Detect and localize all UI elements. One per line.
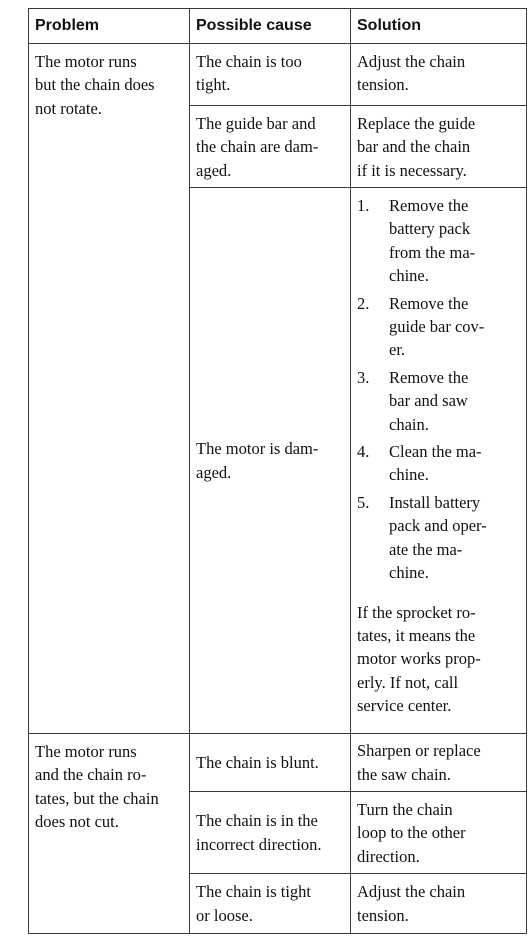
problem-line: The motor runs (35, 52, 137, 71)
step-line: from the ma- (389, 242, 476, 262)
solution-line: the saw chain. (357, 764, 451, 784)
step-line: Remove the (389, 367, 469, 387)
problem-line: does not cut. (35, 812, 119, 832)
problem-line: and the chain ro- (35, 765, 147, 785)
cause-line: aged. (196, 462, 232, 482)
step-number: 2. (357, 293, 370, 313)
step-line: pack and oper- (389, 516, 487, 536)
note-line: tates, it means the (357, 625, 476, 645)
solution-line: Adjust the chain (357, 882, 466, 902)
problem-line: but the chain does (35, 75, 155, 95)
solution-line: Turn the chain (357, 800, 453, 819)
step-line: guide bar cov- (389, 317, 485, 337)
cause-line: The motor is dam- (196, 439, 319, 459)
list-item (357, 440, 522, 487)
cause-cell (190, 44, 351, 106)
header-problem: Problem (29, 9, 190, 44)
solution-steps-list (357, 194, 522, 585)
cause-line: The chain is in the (196, 811, 318, 831)
solution-line: bar and the chain (357, 137, 471, 157)
step-line: Remove the (389, 293, 469, 313)
header-possible-cause: Possible cause (190, 9, 351, 44)
cause-cell (190, 734, 351, 792)
cause-cell (190, 188, 351, 734)
solution-line: if it is necessary. (357, 160, 467, 180)
cause-line: the chain are dam- (196, 137, 319, 157)
cause-line: The guide bar and (196, 114, 316, 133)
problem-line: tates, but the chain (35, 788, 159, 808)
solution-line: tension. (357, 75, 409, 95)
step-number: 1. (357, 196, 370, 215)
cause-cell (190, 874, 351, 934)
note-line: motor works prop- (357, 649, 481, 669)
step-line: bar and saw (389, 391, 468, 411)
cause-line: tight. (196, 75, 231, 95)
solution-line: Replace the guide (357, 114, 476, 133)
header-solution: Solution (351, 9, 527, 44)
solution-cell (351, 874, 527, 934)
cause-cell (190, 792, 351, 874)
solution-line: tension. (357, 905, 409, 925)
step-line: chine. (389, 266, 429, 286)
problem-cell (29, 734, 190, 934)
step-number: 4. (357, 442, 370, 462)
list-item (357, 194, 522, 288)
problem-line: The motor runs (35, 742, 137, 761)
note-line: service center. (357, 696, 452, 716)
step-line: ate the ma- (389, 539, 463, 559)
step-line: Remove the (389, 196, 469, 215)
solution-cell (351, 106, 527, 188)
solution-line: loop to the other (357, 823, 466, 843)
troubleshooting-page (28, 8, 526, 934)
cause-line: The chain is too (196, 52, 302, 71)
solution-line: Sharpen or replace (357, 741, 481, 761)
list-item (357, 366, 522, 436)
step-line: battery pack (389, 219, 471, 239)
step-line: er. (389, 340, 406, 360)
step-line: Install battery (389, 492, 481, 512)
step-line: Clean the ma- (389, 442, 482, 462)
note-line: erly. If not, call (357, 672, 459, 692)
cause-line: incorrect direction. (196, 834, 322, 854)
list-item (357, 491, 522, 585)
table-row (29, 734, 527, 792)
cause-line: aged. (196, 160, 232, 180)
table-row (29, 44, 527, 106)
step-number: 5. (357, 492, 370, 512)
step-line: chine. (389, 563, 429, 583)
step-number: 3. (357, 367, 370, 387)
list-item (357, 292, 522, 362)
solution-line: Adjust the chain (357, 52, 466, 71)
cause-cell (190, 106, 351, 188)
solution-cell (351, 792, 527, 874)
solution-note (357, 601, 522, 722)
solution-line: direction. (357, 846, 420, 866)
problem-cell (29, 44, 190, 734)
cause-line: The chain is tight (196, 882, 312, 902)
solution-cell (351, 44, 527, 106)
problem-line: not rotate. (35, 98, 102, 118)
note-line: If the sprocket ro- (357, 602, 476, 622)
solution-cell (351, 188, 527, 734)
solution-cell (351, 734, 527, 792)
cause-line: or loose. (196, 905, 253, 925)
table-header-row (29, 9, 527, 44)
step-line: chine. (389, 465, 429, 485)
cause-line: The chain is blunt. (196, 752, 319, 772)
troubleshooting-table (28, 8, 527, 934)
step-line: chain. (389, 414, 429, 434)
